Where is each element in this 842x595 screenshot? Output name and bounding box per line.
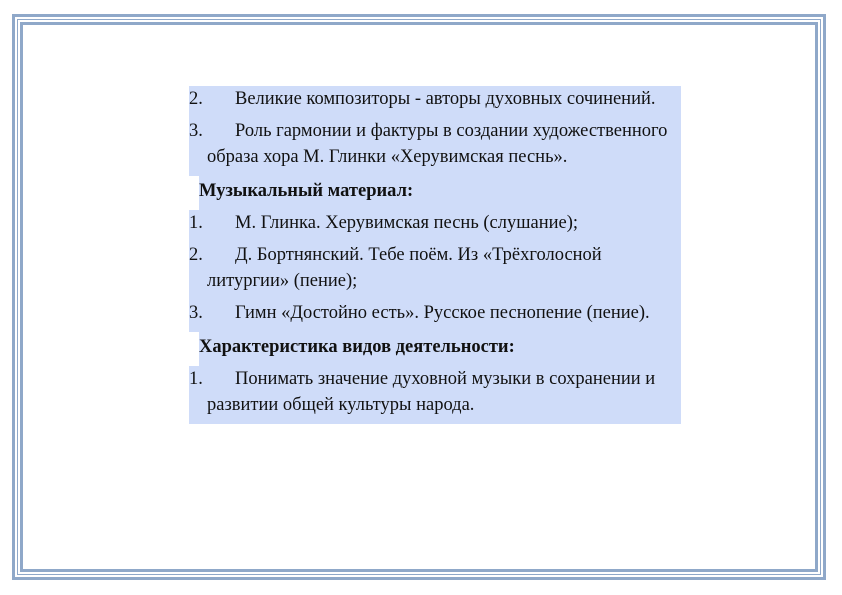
heading-activity: Характеристика видов деятельности: (199, 332, 681, 366)
item-number: 2. (189, 245, 203, 265)
item-text: М. Глинка. Херувимская песнь (слушание); (235, 213, 579, 233)
item-text: Роль гармонии и фактуры в создании художественного образа хора М. Глинки «Херувимская песнь». (207, 121, 668, 167)
list-item (189, 86, 681, 118)
list-item (189, 366, 681, 424)
item-text: Понимать значение духовной музыки в сохранении и развитии общей культуры народа. (207, 369, 656, 415)
heading-activity-row (189, 332, 681, 366)
item-text: Гимн «Достойно есть». Русское песнопение (пение). (235, 303, 650, 323)
list-item (189, 300, 681, 332)
list-item (189, 242, 681, 300)
text-content (189, 86, 681, 424)
item-text: Д. Бортнянский. Тебе поём. Из «Трёхголосной литургии» (пение); (207, 245, 602, 291)
list-material (189, 210, 681, 332)
list-item (189, 210, 681, 242)
item-number: 1. (189, 213, 203, 233)
heading-material-row (189, 176, 681, 210)
list-activity (189, 366, 681, 424)
item-number: 3. (189, 303, 203, 323)
list-item (189, 118, 681, 176)
heading-material: Музыкальный материал: (199, 176, 681, 210)
item-number: 2. (189, 89, 203, 109)
item-text: Великие композиторы - авторы духовных сочинений. (235, 89, 656, 109)
item-number: 3. (189, 121, 203, 141)
item-number: 1. (189, 369, 203, 389)
list-themes (189, 86, 681, 176)
